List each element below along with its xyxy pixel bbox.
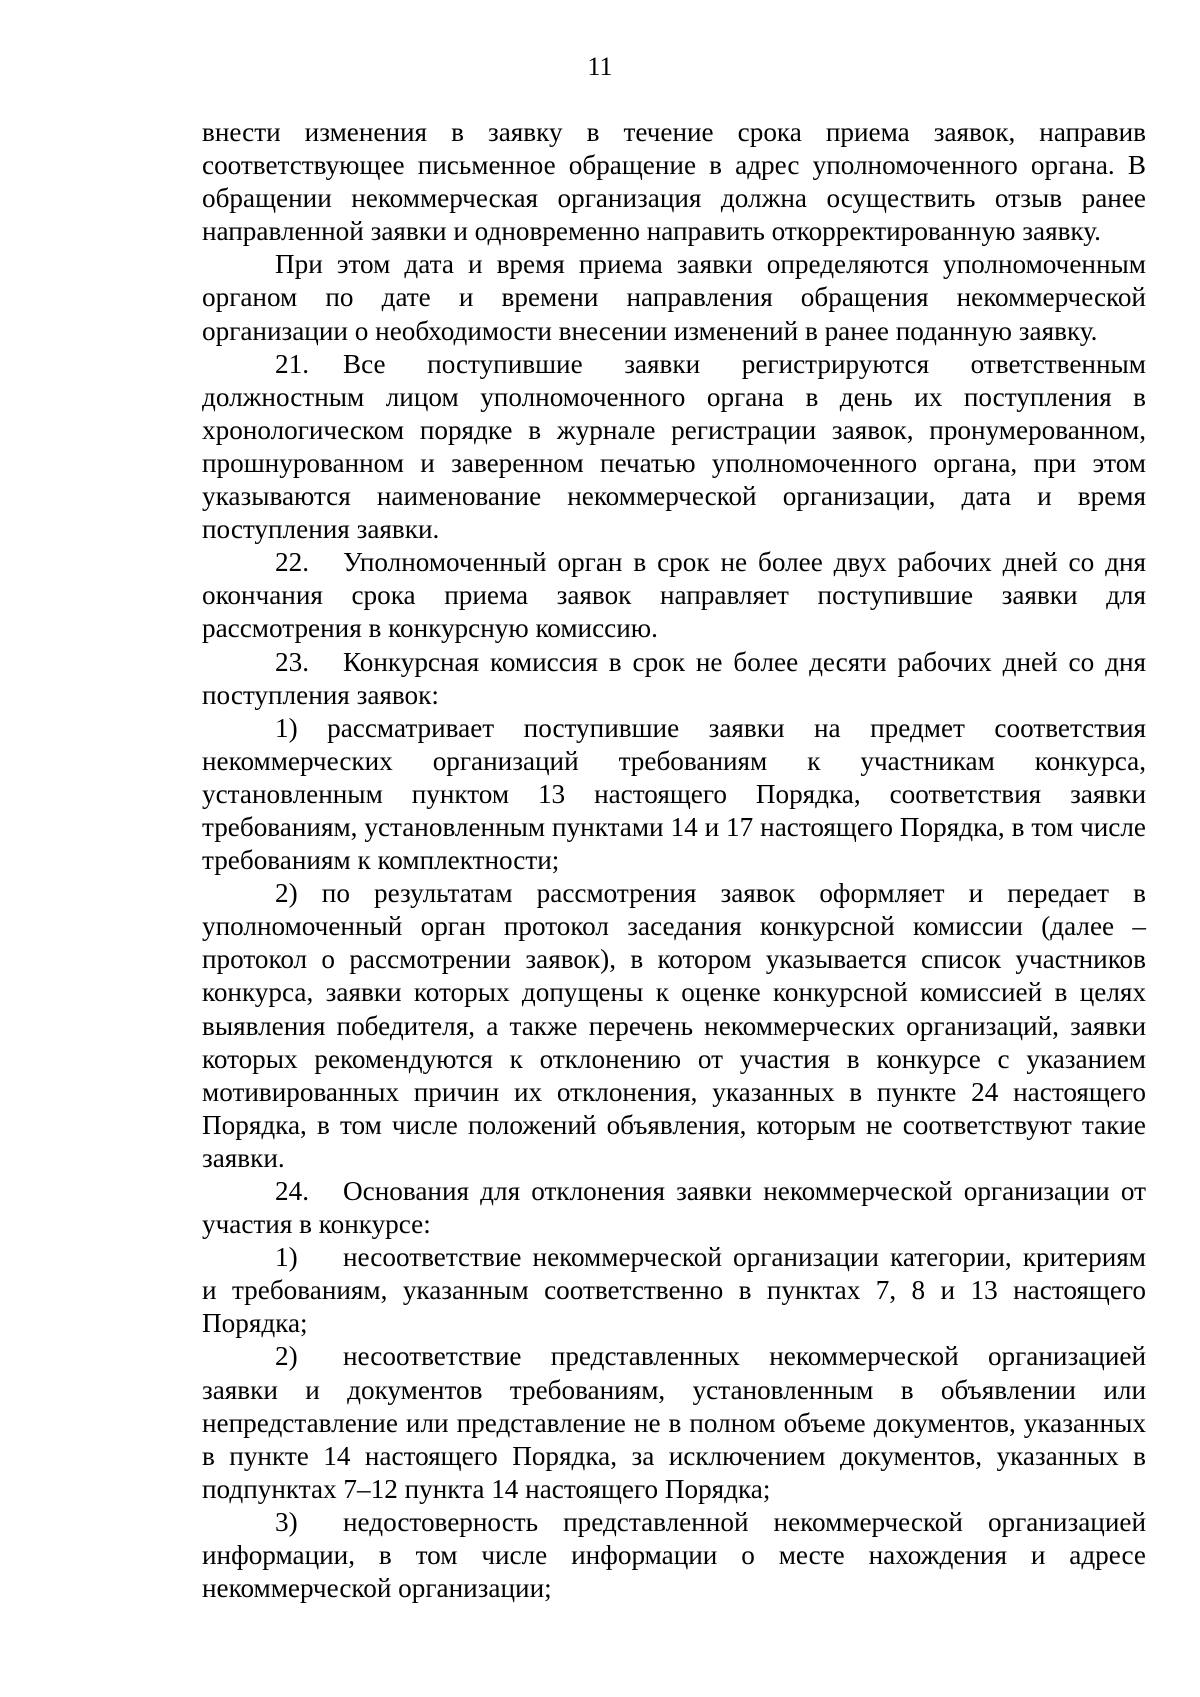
paragraph-item-22	[202, 546, 1146, 645]
paragraph-text: Уполномоченный орган в срок не более двух рабочих дней со дня окончания срока приема заявок направляет поступившие заявки для рассмотрения в конкурсную комиссию.	[202, 547, 1146, 644]
item-number: 2)	[275, 878, 298, 909]
item-number: 2)	[275, 1341, 298, 1372]
item-number: 24.	[275, 1176, 309, 1206]
paragraph-item-24	[202, 1175, 1146, 1241]
item-number: 23.	[275, 646, 309, 677]
page-number: 11	[587, 52, 613, 81]
subitem-24-3	[202, 1506, 1146, 1605]
paragraph-item-21	[202, 348, 1146, 547]
paragraph-continuation	[202, 116, 1146, 248]
paragraph-text: Основания для отклонения заявки некоммерческой организации от участия в конкурсе:	[202, 1176, 1146, 1240]
subitem-23-2	[202, 877, 1146, 1175]
subitem-24-2	[202, 1340, 1146, 1505]
paragraph-text: внести изменения в заявку в течение срока приема заявок, направив соответствующее письменное обращение в адрес уполномоченного органа. В обращении некоммерческая организация должна осуществить отзыв ранее направленной заявки и одновременно направить откорректированную заявку.	[202, 117, 1146, 247]
paragraph-text: рассматривает поступившие заявки на предмет соответствия некоммерческих организаций требованиям к участникам конкурса, установленным пунктом 13 настоящего Порядка, соответствия заявки требованиям, установленным пунктами 14 и 17 настоящего Порядка, в том числе требованиям к комплектности;	[202, 712, 1146, 876]
item-number: 1)	[275, 712, 298, 743]
paragraph-item-23	[202, 646, 1146, 712]
document-body	[202, 116, 1146, 1605]
subitem-23-1	[202, 712, 1146, 877]
paragraph-text: Конкурсная комиссия в срок не более десяти рабочих дней со дня поступления заявок:	[202, 646, 1146, 710]
paragraph-text: по результатам рассмотрения заявок оформляет и передает в уполномоченный орган протокол заседания конкурсной комиссии (далее – протокол о рассмотрении заявок), в котором указывается список участников конкурса, заявки которых допущены к оценке конкурсной комиссией в целях выявления победителя, а также перечень некоммерческих организаций, заявки которых рекомендуются к отклонению от участия в конкурсе с указанием мотивированных причин их отклонения, указанных в пункте 24 настоящего Порядка, в том числе положений объявления, которым не соответствуют такие заявки.	[202, 878, 1147, 1173]
paragraph-text: Все поступившие заявки регистрируются ответственным должностным лицом уполномоченного органа в день их поступления в хронологическом порядке в журнале регистрации заявок, пронумерованном, прошнурованном и заверенном печатью уполномоченного органа, при этом указываются наименование некоммерческой организации, дата и время поступления заявки.	[202, 348, 1146, 545]
item-number: 3)	[275, 1506, 298, 1537]
paragraph-text: При этом дата и время приема заявки определяются уполномоченным органом по дате и времени направления обращения некоммерческой организации о необходимости внесении изменений в ранее поданную заявку.	[202, 249, 1146, 346]
item-number: 1)	[275, 1242, 298, 1273]
item-number: 22.	[275, 547, 309, 578]
paragraph	[202, 248, 1146, 347]
item-number: 21.	[275, 348, 309, 379]
paragraph-text: недостоверность представленной некоммерческой организацией информации, в том числе информации о месте нахождения и адресе некоммерческой организации;	[202, 1506, 1146, 1604]
paragraph-text: несоответствие некоммерческой организации категории, критериям и требованиям, указанным соответственно в пунктах 7, 8 и 13 настоящего Порядка;	[202, 1242, 1146, 1339]
subitem-24-1	[202, 1241, 1146, 1340]
paragraph-text: несоответствие представленных некоммерческой организацией заявки и документов требованиям, установленным в объявлении или непредставление или представление не в полном объеме документов, указанных в пункте 14 настоящего Порядка, за исключением документов, указанных в подпунктах 7–12 пункта 14 настоящего Порядка;	[202, 1341, 1146, 1504]
